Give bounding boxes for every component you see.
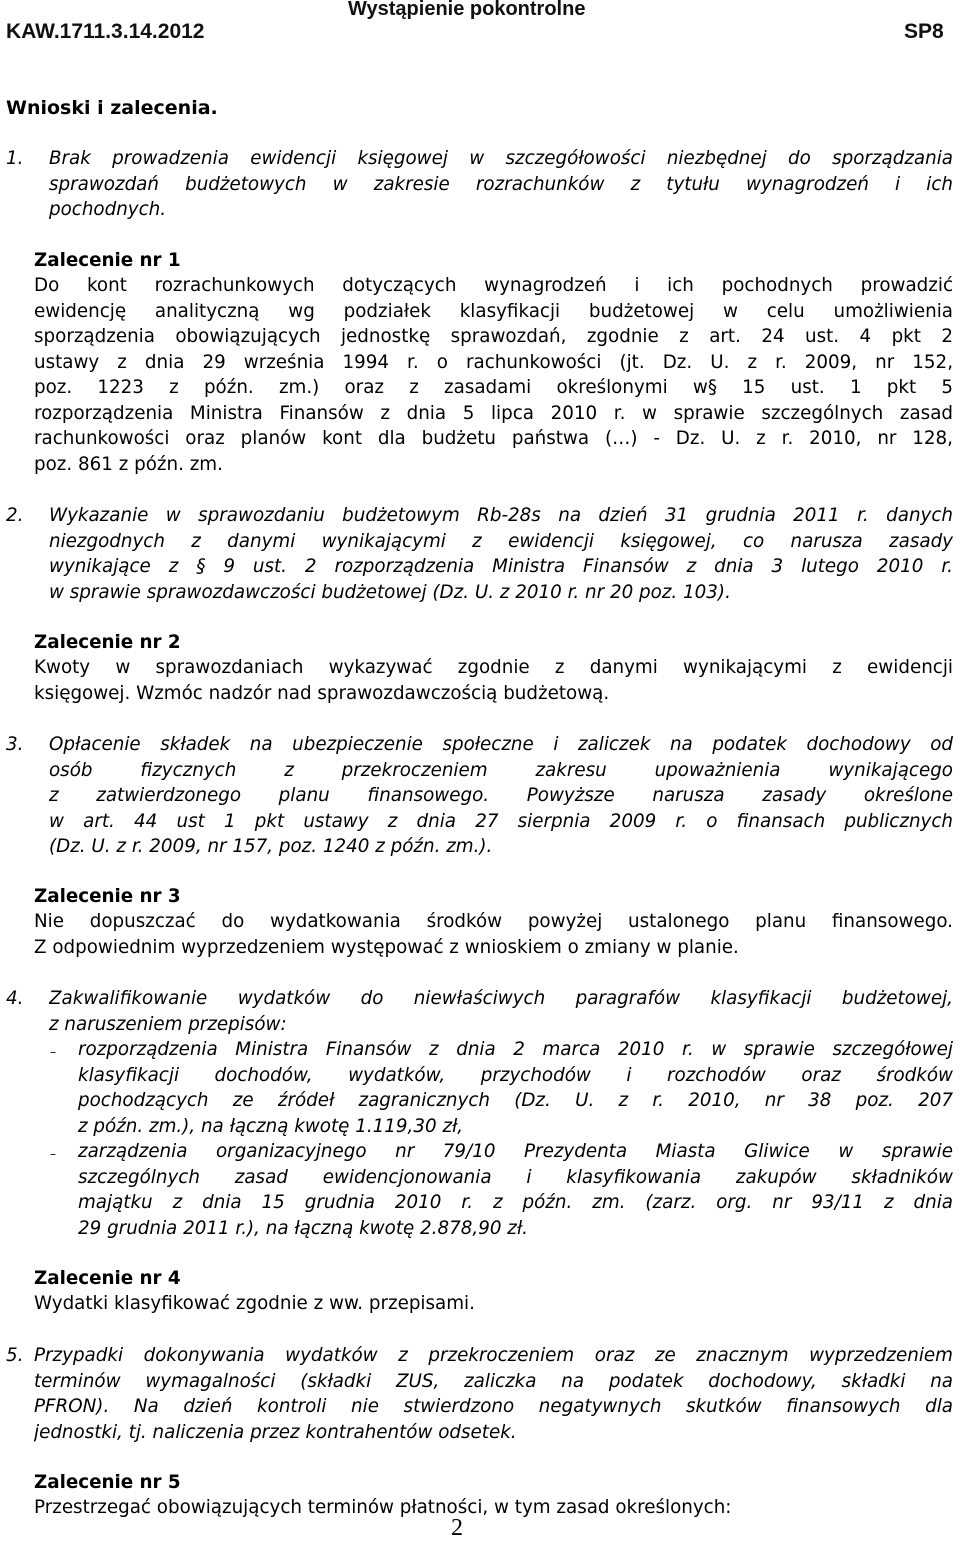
recommendation-4-line: Wydatki klasyfikować zgodnie z ww. przepisami.: [34, 1293, 475, 1314]
recommendation-4-title: Zalecenie nr 4: [34, 1268, 181, 1289]
bullet-1-line: pochodzących ze źródeł zagranicznych (Dz. U. z r. 2010, nr 38 poz. 207: [78, 1090, 953, 1111]
item-number-2: 2.: [6, 505, 24, 526]
finding-4-line: z naruszeniem przepisów:: [49, 1013, 287, 1035]
finding-1-line: sprawozdań budżetowych w zakresie rozrachunków z tytułu wynagrodzeń i ich: [49, 173, 953, 195]
recommendation-1-line: poz. 1223 z późn. zm.) oraz z zasadami określonymi w§ 15 ust. 1 pkt 5: [34, 377, 953, 398]
finding-5: [34, 1343, 953, 1445]
finding-5-line: PFRON). Na dzień kontroli nie stwierdzono negatywnych skutków finansowych dla: [34, 1396, 953, 1417]
finding-2-line: wynikające z § 9 ust. 2 rozporządzenia Ministra Finansów z dnia 3 lutego 2010 r.: [49, 556, 953, 577]
finding-3-line: Opłacenie składek na ubezpieczenie społeczne i zaliczek na podatek dochodowy od: [49, 734, 953, 755]
finding-3-line: w art. 44 ust 1 pkt ustawy z dnia 27 sierpnia 2009 r. o finansach publicznych: [49, 810, 953, 832]
bullet-dash: –: [50, 1045, 56, 1059]
finding-4-line: Zakwalifikowanie wydatków do niewłaściwych paragrafów klasyfikacji budżetowej,: [49, 988, 953, 1009]
finding-1-line: pochodnych.: [49, 199, 167, 220]
finding-1: [49, 146, 953, 223]
finding-5-line: jednostki, tj. naliczenia przez kontrahentów odsetek.: [34, 1421, 517, 1443]
finding-1-line: Brak prowadzenia ewidencji księgowej w szczegółowości niezbędnej do sporządzania: [49, 148, 953, 169]
recommendation-4-text: [34, 1291, 953, 1317]
recommendation-3-title: Zalecenie nr 3: [34, 886, 181, 907]
finding-5-line: Przypadki dokonywania wydatków z przekroczeniem oraz ze znacznym wyprzedzeniem: [34, 1345, 953, 1366]
finding-4: [49, 986, 953, 1037]
recommendation-1-line: ewidencję analityczną wg podziałek klasyfikacji budżetowej w celu umożliwienia: [34, 300, 953, 322]
bullet-2-line: szczególnych zasad ewidencjonowania i klasyfikowania zakupów składników: [78, 1166, 953, 1188]
finding-5-line: terminów wymagalności (składki ZUS, zaliczka na podatek dochodowy, składki na: [34, 1370, 953, 1392]
finding-2: [49, 503, 953, 605]
item-number-1: 1.: [6, 148, 24, 169]
bullet-1-line: z późn. zm.), na łączną kwotę 1.119,30 zł,: [78, 1115, 464, 1137]
finding-2-line: Wykazanie w sprawozdaniu budżetowym Rb-28s na dzień 31 grudnia 2011 r. danych: [49, 505, 953, 526]
finding-3: [49, 732, 953, 860]
recommendation-1-title: Zalecenie nr 1: [34, 250, 181, 271]
item-number-4: 4.: [6, 988, 24, 1009]
finding-2-line: w sprawie sprawozdawczości budżetowej (Dz. U. z 2010 r. nr 20 poz. 103).: [49, 581, 731, 603]
recommendation-5-title: Zalecenie nr 5: [34, 1472, 181, 1493]
bullet-2-line: zarządzenia organizacyjnego nr 79/10 Prezydenta Miasta Gliwice w sprawie: [78, 1141, 953, 1162]
recommendation-1-line: sporządzenia obowiązujących jednostkę sprawozdań, zgodnie z art. 24 ust. 4 pkt 2: [34, 326, 953, 347]
recommendation-3-line: Nie dopuszczać do wydatkowania środków powyżej ustalonego planu finansowego.: [34, 911, 953, 932]
recommendation-2-text: [34, 655, 953, 706]
recommendation-3-text: [34, 909, 953, 960]
recommendation-1-line: poz. 861 z późn. zm.: [34, 453, 223, 475]
finding-4-bullet-1: [78, 1037, 953, 1139]
bullet-1-line: klasyfikacji dochodów, wydatków, przychodów i rozchodów oraz środków: [78, 1064, 953, 1086]
finding-2-line: niezgodnych z danymi wynikającymi z ewidencji księgowej, co narusza zasady: [49, 530, 953, 552]
finding-3-line: z zatwierdzonego planu finansowego. Powyższe narusza zasady określone: [49, 785, 953, 806]
recommendation-5-text: [34, 1495, 953, 1521]
document-title: Wystąpienie pokontrolne: [348, 0, 586, 20]
bullet-1-line: rozporządzenia Ministra Finansów z dnia 2 marca 2010 r. w sprawie szczegółowej: [78, 1039, 953, 1060]
item-number-3: 3.: [6, 734, 24, 755]
item-number-5: 5.: [6, 1345, 24, 1366]
recommendation-2-title: Zalecenie nr 2: [34, 632, 181, 653]
recommendation-5-line: Przestrzegać obowiązujących terminów płatności, w tym zasad określonych:: [34, 1497, 732, 1518]
finding-3-line: (Dz. U. z r. 2009, nr 157, poz. 1240 z późn. zm.).: [49, 836, 493, 857]
recommendation-2-line: Kwoty w sprawozdaniach wykazywać zgodnie z danymi wynikającymi z ewidencji: [34, 657, 953, 678]
bullet-dash: –: [50, 1147, 56, 1161]
recommendation-1-line: rachunkowości oraz planów kont dla budżetu państwa (…) - Dz. U. z r. 2010, nr 128,: [34, 428, 953, 449]
section-title: Wnioski i zalecenia.: [6, 97, 218, 119]
case-number: KAW.1711.3.14.2012: [6, 20, 205, 43]
document-code: SP8: [904, 20, 944, 43]
recommendation-1-text: [34, 273, 953, 477]
recommendation-1-line: Do kont rozrachunkowych dotyczących wynagrodzeń i ich pochodnych prowadzić: [34, 275, 953, 296]
bullet-2-line: majątku z dnia 15 grudnia 2010 r. z późn. zm. (zarz. org. nr 93/11 z dnia: [78, 1192, 953, 1213]
page-number: 2: [451, 1515, 463, 1541]
recommendation-3-line: Z odpowiednim wyprzedzeniem występować z wnioskiem o zmiany w planie.: [34, 936, 739, 958]
recommendation-2-line: księgowej. Wzmóc nadzór nad sprawozdawczością budżetową.: [34, 682, 610, 704]
bullet-2-line: 29 grudnia 2011 r.), na łączną kwotę 2.878,90 zł.: [78, 1217, 528, 1239]
recommendation-1-line: rozporządzenia Ministra Finansów z dnia 5 lipca 2010 r. w sprawie szczególnych zasad: [34, 402, 953, 424]
finding-3-line: osób fizycznych z przekroczeniem zakresu upoważnienia wynikającego: [49, 759, 953, 781]
finding-4-bullet-2: [78, 1139, 953, 1241]
recommendation-1-line: ustawy z dnia 29 września 1994 r. o rachunkowości (jt. Dz. U. z r. 2009, nr 152,: [34, 351, 953, 373]
